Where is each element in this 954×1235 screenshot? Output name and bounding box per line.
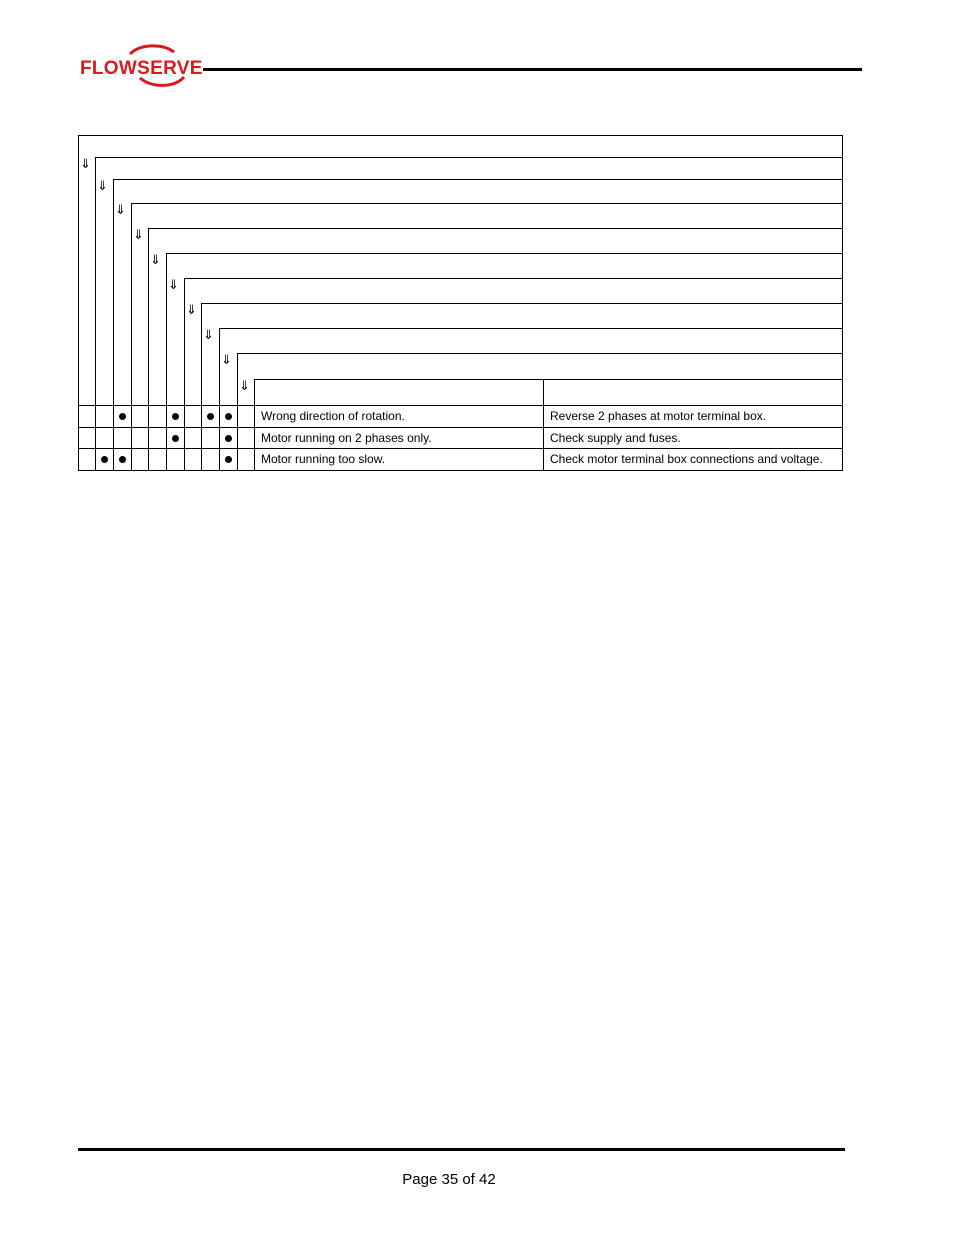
column-line-2 bbox=[95, 157, 96, 471]
stair-line-3 bbox=[113, 179, 843, 180]
table-bottom-line bbox=[78, 470, 843, 471]
stair-line-10 bbox=[237, 353, 843, 354]
down-arrow-icon: ⇓ bbox=[150, 253, 161, 268]
column-line-7 bbox=[184, 278, 185, 471]
page-number: Page 35 of 42 bbox=[402, 1171, 496, 1188]
remedy-text: Check supply and fuses. bbox=[550, 430, 681, 445]
down-arrow-icon: ⇓ bbox=[115, 203, 126, 218]
column-line-1 bbox=[78, 135, 79, 471]
table-right-line bbox=[842, 135, 843, 471]
down-arrow-icon: ⇓ bbox=[133, 228, 144, 243]
stair-line-2 bbox=[95, 157, 843, 158]
stair-line-9 bbox=[219, 328, 843, 329]
column-line-3 bbox=[113, 179, 114, 471]
down-arrow-icon: ⇓ bbox=[168, 278, 179, 293]
cause-text: Motor running on 2 phases only. bbox=[261, 430, 432, 445]
symptom-mark-dot bbox=[119, 456, 126, 463]
symptom-mark-dot bbox=[172, 413, 179, 420]
stair-line-8 bbox=[201, 303, 843, 304]
down-arrow-icon: ⇓ bbox=[203, 328, 214, 343]
row-line-1 bbox=[78, 405, 843, 406]
symptom-mark-dot bbox=[172, 435, 179, 442]
footer-rule bbox=[78, 1148, 845, 1151]
down-arrow-icon: ⇓ bbox=[221, 353, 232, 368]
row-line-3 bbox=[78, 448, 843, 449]
column-line-10 bbox=[237, 353, 238, 471]
down-arrow-icon: ⇓ bbox=[80, 157, 91, 172]
stair-line-5 bbox=[148, 228, 843, 229]
logo-text: FLOWSERVE bbox=[80, 58, 203, 79]
column-line-11 bbox=[254, 379, 255, 471]
symptom-mark-dot bbox=[101, 456, 108, 463]
symptom-mark-dot bbox=[225, 435, 232, 442]
stair-line-4 bbox=[131, 203, 843, 204]
symptom-mark-dot bbox=[225, 413, 232, 420]
remedy-text: Check motor terminal box connections and voltage. bbox=[550, 452, 823, 466]
stair-line-6 bbox=[166, 253, 843, 254]
column-line-6 bbox=[166, 253, 167, 471]
column-line-9 bbox=[219, 328, 220, 471]
column-line-4 bbox=[131, 203, 132, 471]
stair-line-7 bbox=[184, 278, 843, 279]
symptom-mark-dot bbox=[119, 413, 126, 420]
down-arrow-icon: ⇓ bbox=[97, 179, 108, 194]
symptom-mark-dot bbox=[225, 456, 232, 463]
column-line-8 bbox=[201, 303, 202, 471]
row-line-2 bbox=[78, 427, 843, 428]
cause-remedy-divider bbox=[543, 379, 544, 471]
cause-text: Wrong direction of rotation. bbox=[261, 409, 405, 423]
header-row-line bbox=[254, 379, 843, 380]
stair-line-1 bbox=[78, 135, 843, 136]
down-arrow-icon: ⇓ bbox=[239, 379, 250, 394]
column-line-5 bbox=[148, 228, 149, 471]
cause-text: Motor running too slow. bbox=[261, 452, 386, 466]
down-arrow-icon: ⇓ bbox=[186, 303, 197, 318]
remedy-text: Reverse 2 phases at motor terminal box. bbox=[550, 409, 767, 423]
symptom-mark-dot bbox=[207, 413, 214, 420]
